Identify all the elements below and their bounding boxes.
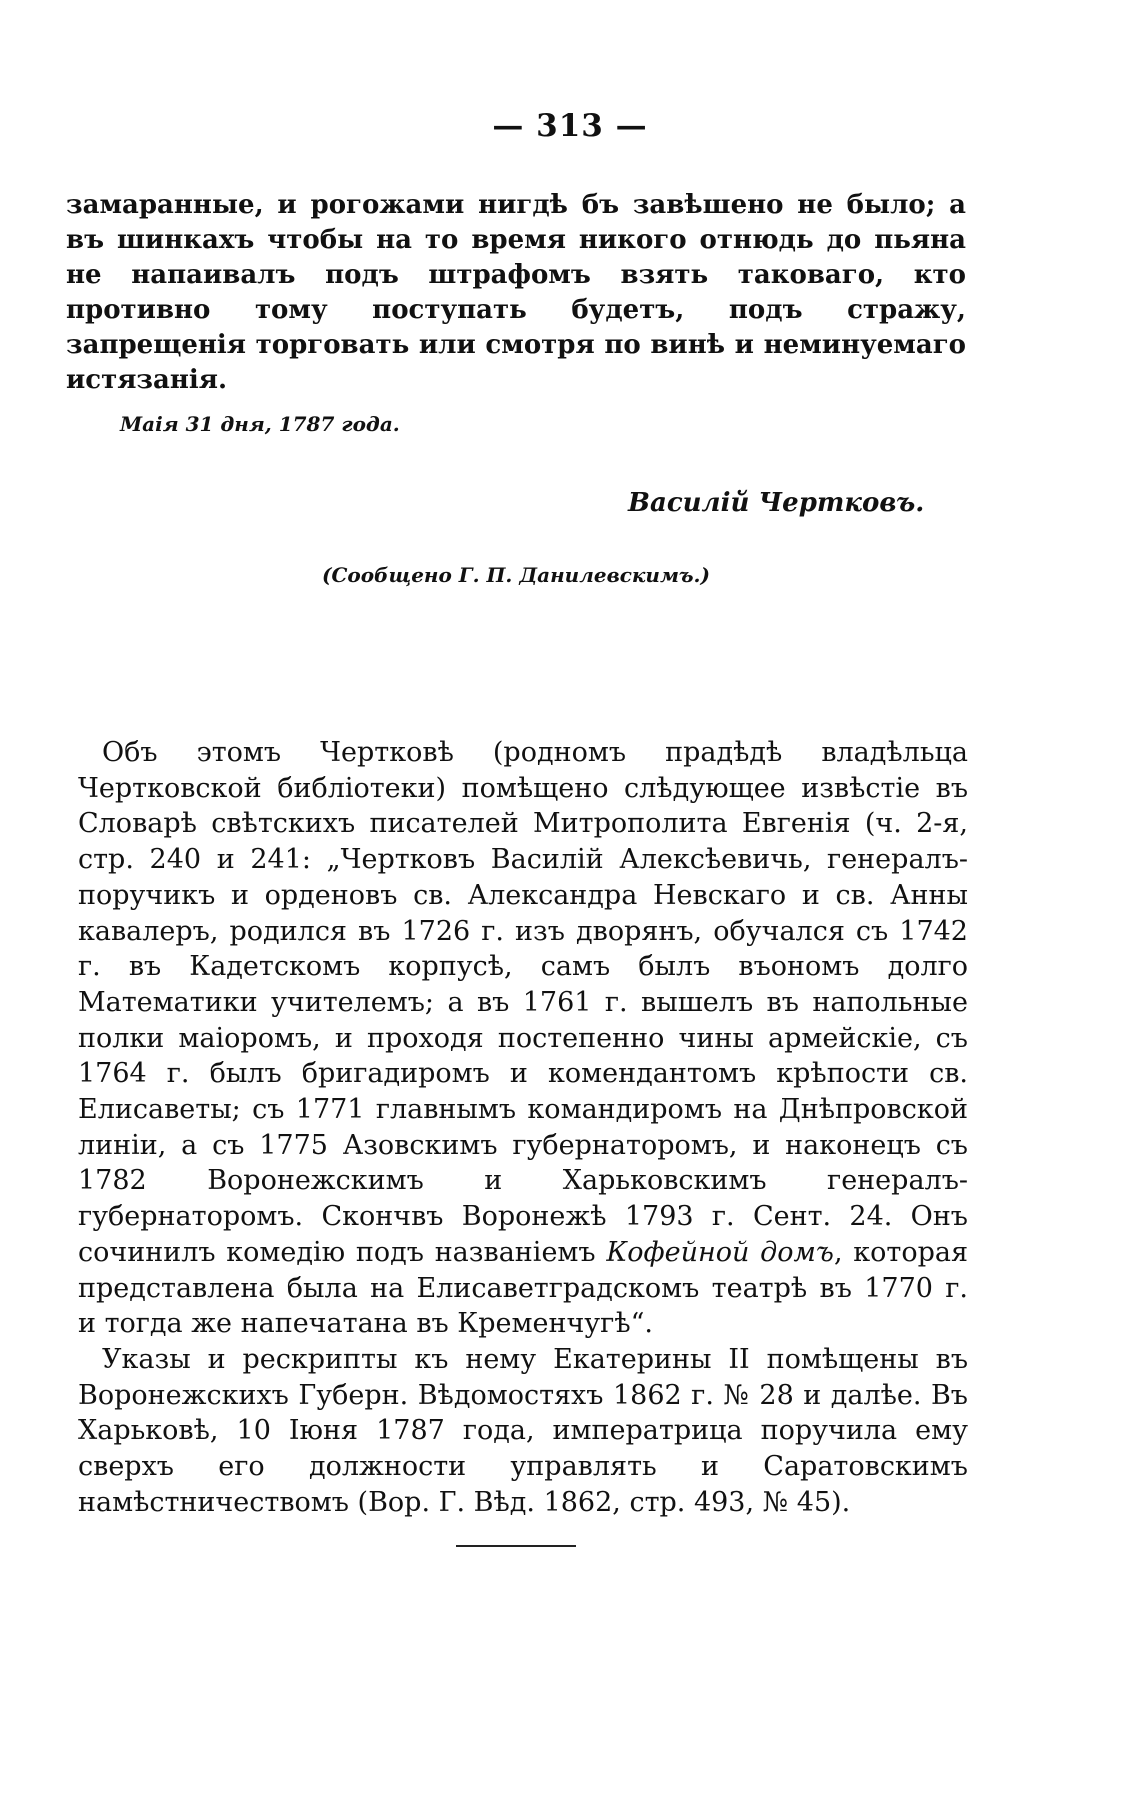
page-number: — 313 — xyxy=(492,108,648,144)
source-attribution: (Сообщено Г. П. Данилевскимъ.) xyxy=(322,563,710,587)
commentary xyxy=(78,735,968,1520)
commentary-text-start: Объ этомъ Чертковѣ (родномъ прадѣдѣ владѣльца Чертковской библіотеки) помѣщено слѣдующее извѣстіе въ Словарѣ свѣтскихъ писателей Митрополита Евгенія (ч. 2-я, стр. 240 и 241: „Чертковъ Василій Алексѣевичь, генералъ-поручикъ и орденовъ св. Александра Невскаго и св. Анны кавалеръ, родился въ 1726 г. изъ дворянъ, обучался съ 1742 г. въ Кадетскомъ корпусѣ, самъ былъ въономъ долго Математики учителемъ; а въ 1761 г. вышелъ въ напольные полки маіоромъ, и проходя постепенно чины армейскіе, съ 1764 г. былъ бригадиромъ и комендантомъ крѣпости св. Елисаветы; съ 1771 главнымъ командиромъ на Днѣпровской линіи, а съ 1775 Азовскимъ губернаторомъ, и наконецъ съ 1782 Воронежскимъ и Харьковскимъ генералъ-губернаторомъ. Скончвъ Воронежѣ 1793 г. Сент. 24. Онъ сочинилъ комедію подъ названіемъ xyxy=(78,737,968,1268)
decree-text: замаранные, и рогожами нигдѣ бъ завѣшено не было; а въ шинкахъ чтобы на то время никого отнюдь до пьяна не напаивалъ подъ штрафомъ взять таковаго, кто противно тому поступать будетъ, подъ стражу, запрещенія торговать или смотря по винѣ и неминуемаго истязанія. xyxy=(66,190,966,395)
commentary-text-end: , которая представлена была на Елисаветградскомъ театрѣ въ 1770 г. и тогда же напечатана въ Кременчугѣ“. xyxy=(78,1236,968,1340)
decree-date: Маія 31 дня, 1787 года. xyxy=(120,412,400,436)
section-divider xyxy=(456,1545,576,1547)
commentary-paragraph-2: Указы и рескрипты къ нему Екатерины II помѣщены въ Воронежскихъ Губерн. Вѣдомостяхъ 1862 г. № 28 и далѣе. Въ Харьковѣ, 10 Іюня 1787 года, императрица поручила ему сверхъ его должности управлять и Саратовскимъ намѣстничествомъ (Вор. Г. Вѣд. 1862, стр. 493, № 45). xyxy=(78,1343,968,1518)
commentary-paragraph-1 xyxy=(78,735,968,1342)
play-title: Кофейной домъ xyxy=(606,1236,834,1268)
signature: Василій Чертковъ. xyxy=(628,488,925,518)
